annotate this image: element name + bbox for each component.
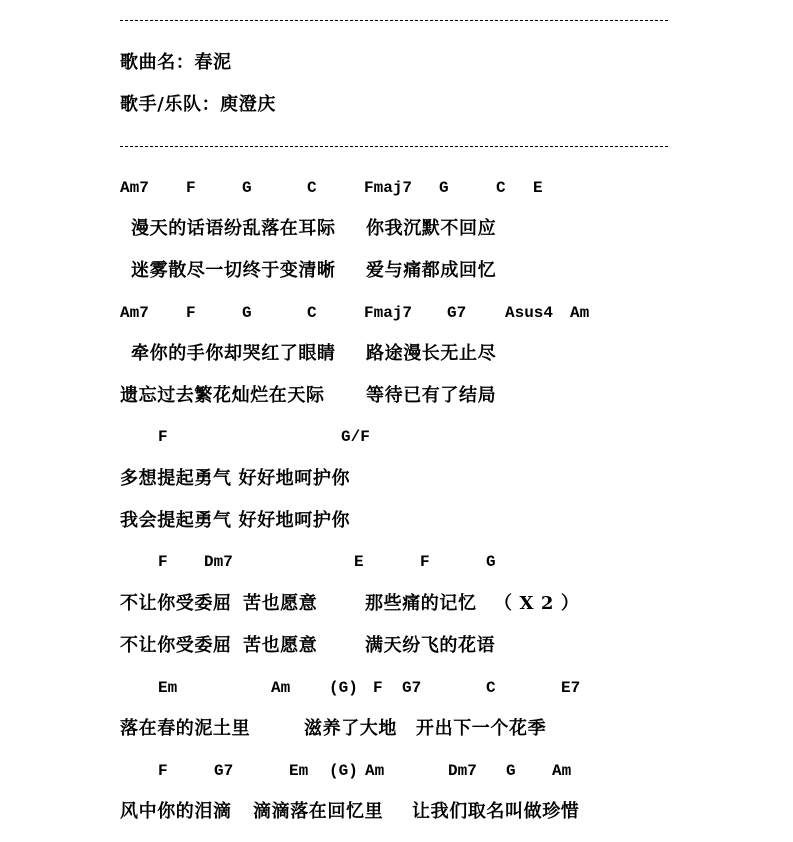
chord-symbol: G [506,762,516,780]
chord-symbol: G [242,304,252,322]
lyric-segment: 苦也愿意 [243,635,318,656]
chord-symbol: E [533,179,543,197]
lyric-segment: 开出下一个花季 [416,718,547,739]
divider-top [120,20,668,21]
chord-symbol: G [242,179,252,197]
chord-symbol: C [486,679,496,697]
chord-symbol: F [186,179,196,197]
lyric-segment: 落在春的泥土里 [120,718,251,739]
lyric-segment: 迷雾散尽一切终于变清晰 [131,260,336,281]
lyric-segment: 牵你的手你却哭红了眼睛 [131,343,336,364]
chord-symbol: Am [271,679,291,697]
divider-bottom [120,146,668,147]
lyric-segment: 你我沉默不回应 [366,218,497,239]
chord-symbol: Fmaj7 [364,304,413,322]
lyric-segment: 滴滴落在回忆里 [253,801,384,822]
chord-symbol: F [186,304,196,322]
lyric-segment: 不让你受委屈 [120,593,232,614]
chord-symbol: G7 [447,304,467,322]
chord-symbol: Dm7 [448,762,477,780]
lyric-segment: 我会提起勇气 好好地呵护你 [120,510,351,531]
chord-symbol: F [420,553,430,571]
chord-symbol: C [496,179,506,197]
lyric-segment: 那些痛的记忆 [365,593,477,614]
chord-symbol: E7 [561,679,581,697]
chord-symbol: F [373,679,383,697]
lyric-segment: 满天纷飞的花语 [365,635,496,656]
chord-symbol: Am [365,762,385,780]
chord-symbol: Em [289,762,309,780]
chord-symbol: Am7 [120,179,149,197]
lyric-segment: 漫天的话语纷乱落在耳际 [131,218,336,239]
chord-symbol: C [307,179,317,197]
chord-symbol: (G) [329,762,358,780]
chord-symbol: F [158,428,168,446]
chord-symbol: Asus4 [505,304,554,322]
lyric-segment: 风中你的泪滴 [120,801,232,822]
chord-symbol: F [158,762,168,780]
chord-symbol: Dm7 [204,553,233,571]
chord-symbol: F [158,553,168,571]
chord-symbol: Am [570,304,590,322]
chord-symbol: Em [158,679,178,697]
lyric-segment: 滋养了大地 [304,718,397,739]
chord-symbol: E [354,553,364,571]
lyric-segment: 等待已有了结局 [366,385,497,406]
chord-symbol: Am [552,762,572,780]
lyric-segment: 不让你受委屈 [120,635,232,656]
chord-symbol: G [439,179,449,197]
artist-name: 歌手/乐队：庾澄庆 [120,94,276,115]
lyric-segment: 遗忘过去繁花灿烂在天际 [120,385,325,406]
chord-symbol: G [486,553,496,571]
chord-symbol: (G) [329,679,358,697]
lyric-segment: 让我们取名叫做珍惜 [412,801,580,822]
chord-symbol: Am7 [120,304,149,322]
chord-symbol: G/F [341,428,370,446]
chord-symbol: G7 [402,679,422,697]
chord-symbol: C [307,304,317,322]
lyric-segment: 爱与痛都成回忆 [366,260,497,281]
lyric-segment: 多想提起勇气 好好地呵护你 [120,468,351,489]
lyric-segment: 路途漫长无止尽 [366,343,497,364]
chord-symbol: G7 [214,762,234,780]
repeat-marker: （ X 2 ） [494,593,580,614]
lyric-segment: 苦也愿意 [243,593,318,614]
chord-symbol: Fmaj7 [364,179,413,197]
song-title: 歌曲名：春泥 [120,52,232,73]
